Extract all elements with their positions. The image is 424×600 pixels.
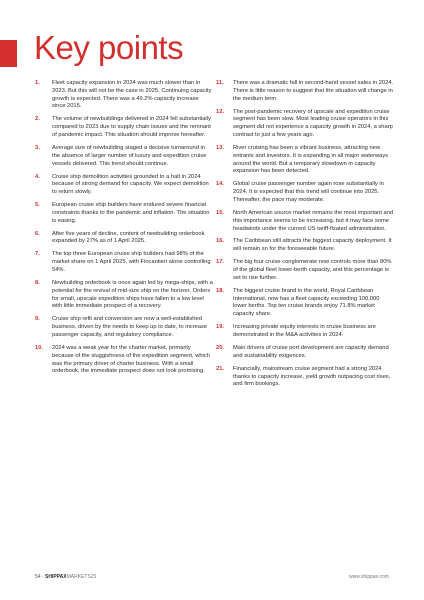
key-point-text: Fleet capacity expansion in 2024 was much slower than in 2023. But this will not be the case in 2025. Continuing capacity growth is expected. There was a 49.2% capacity increase since 2015. <box>52 80 212 110</box>
key-points-right-column <box>216 80 394 394</box>
key-point-number: 1. <box>35 80 40 86</box>
key-point-item <box>35 145 213 168</box>
key-point-number: 4. <box>35 173 40 180</box>
key-point-item <box>216 145 394 176</box>
key-point-text: The biggest cruise brand in the world, Royal Caribbean International, now has a fleet capacity exceeding 100,000 lower berths. Top ten cruise brands enjoy 71.8% market capacity share. <box>233 287 380 318</box>
key-point-number: 10. <box>35 345 43 351</box>
key-point-number: 13. <box>216 144 224 151</box>
key-points-left-column <box>35 80 213 381</box>
key-point-number: 18. <box>216 287 224 294</box>
key-point-item <box>216 345 394 361</box>
key-point-number: 14. <box>216 181 224 188</box>
key-point-number: 3. <box>35 144 40 151</box>
key-point-text: Newbuilding orderbook is once again led by mega-ships, with a potential for the revival of mid-size ship on the horizon. Orders for small, upscale expedition ships have fallen to a low level with little immediate prospect of a recovery. <box>52 280 213 310</box>
key-point-text: Cruise ship refit and conversion are now a well-established business, driven by the needs to keep up to date, to increase passenger capacity, and regulatory compliance. <box>52 316 208 339</box>
key-point-number: 21. <box>216 365 224 372</box>
key-point-item <box>216 210 394 233</box>
key-point-text: River cruising has been a vibrant business, attracting new entrants and investors. It is expanding in all major waterways around the world. But a temporary slowdown in capacity expansion has been detected. <box>233 144 389 175</box>
key-point-item <box>216 288 394 319</box>
key-point-number: 16. <box>216 238 224 245</box>
key-point-number: 9. <box>35 316 40 323</box>
key-point-text: 2024 was a weak year for the charter market, primarily because of the sluggishness of the expedition segment, which was the primary driver of charter business. With a small orderbook, the immediate prospect does not look promising. <box>52 345 210 375</box>
key-point-item <box>35 202 213 225</box>
key-point-text: Main drivers of cruise port development are capacity demand and sustainability exigences. <box>233 345 389 359</box>
key-point-text: Average size of newbuilding staged a decisive turnaround in the absence of larger number of luxury and expedition cruise vessels delivered. This trend should continue. <box>52 144 207 167</box>
key-point-item <box>216 259 394 282</box>
key-point-text: The top three European cruise ship builders had 98% of the market share on 1 April 2025, with Fincantieri alone controlling 54%. <box>52 251 211 274</box>
key-point-text: The Caribbean still attracts the biggest capacity deployment. It will remain so for the foreseeable future. <box>233 238 392 253</box>
key-point-text: The big four cruise conglomerate now controls more than 80% of the global fleet lower-berth capacity, and this percentage is set to rise further. <box>233 259 392 281</box>
key-point-number: 19. <box>216 324 224 331</box>
key-point-item <box>35 316 213 339</box>
key-point-item <box>35 116 213 139</box>
footer-website: www.shippax.com <box>348 574 389 580</box>
footer-year: 25 <box>90 574 97 580</box>
key-point-item <box>35 231 213 247</box>
key-point-item <box>216 80 394 103</box>
key-point-item <box>216 238 394 254</box>
key-point-number: 5. <box>35 202 40 209</box>
key-point-item <box>216 366 394 389</box>
footer-page-number: 54 · <box>35 574 44 580</box>
key-point-item <box>35 80 213 111</box>
key-point-number: 17. <box>216 259 224 266</box>
key-point-item <box>35 345 213 376</box>
key-point-text: There was a dramatic fall in second-hand vessel sales in 2024. There is little reason to suggest that the situation will change in the medium term. <box>233 80 394 102</box>
page-title: Key points <box>34 29 184 66</box>
key-point-text: The post-pandemic recovery of upscale and expedition cruise segment has been slow. Most leading cruise operators in this segment did not experience a capacity growth in 2024, a sharp contrast to just a few years ago. <box>233 108 393 138</box>
key-point-item <box>216 181 394 204</box>
key-point-text: Financially, mainstream cruise segment had a strong 2024 thanks to capacity increase, yield growth outpacing cost rises, and firm bookings. <box>233 365 391 388</box>
key-point-item <box>216 109 394 140</box>
accent-bar <box>0 40 17 67</box>
key-point-number: 7. <box>35 251 40 258</box>
key-point-text: Cruise ship demolition activities grounded to a halt in 2024 because of strong demand for capacity. We expect demolition to return slowly. <box>52 173 209 196</box>
key-point-text: After five years of decline, content of newbuilding orderbook expanded by 27% as of 1 April 2025. <box>52 230 205 245</box>
key-point-item <box>216 324 394 340</box>
footer-brand: SHIPPAX <box>45 574 67 580</box>
key-point-number: 11. <box>216 80 224 86</box>
footer-left <box>35 574 96 580</box>
key-point-text: European cruise ship builders have endured severe financial constraints thanks to the pandemic and inflation. The situation is easing. <box>52 202 210 224</box>
footer-brand-suffix: MARKETS <box>66 574 91 580</box>
key-point-number: 8. <box>35 280 40 287</box>
key-point-number: 20. <box>216 345 224 351</box>
key-point-item <box>35 280 213 311</box>
key-point-number: 6. <box>35 230 40 237</box>
key-point-text: Global cruise passenger number again rose substantially in 2024. It is expected that this trend will continue into 2025. Thereafter, the pace may moderate. <box>233 181 384 203</box>
key-point-text: The volume of newbuildings delivered in 2024 fell substantially compared to 2023 due to supply chain issues and the remnant of pandemic impact. This situation should improve hereafter. <box>52 116 211 138</box>
key-point-text: North American source market remains the most important and this importance seems to be increasing, but it may face some headwinds under the current US tariff-fixated administration. <box>233 209 394 232</box>
key-point-number: 2. <box>35 116 40 123</box>
key-point-item <box>35 251 213 274</box>
key-point-number: 15. <box>216 209 224 216</box>
key-point-item <box>35 174 213 197</box>
key-point-text: Increasing private equity interests in cruise business are demonstrated in the M&A activities in 2024. <box>233 324 376 339</box>
key-point-number: 12. <box>216 108 224 115</box>
